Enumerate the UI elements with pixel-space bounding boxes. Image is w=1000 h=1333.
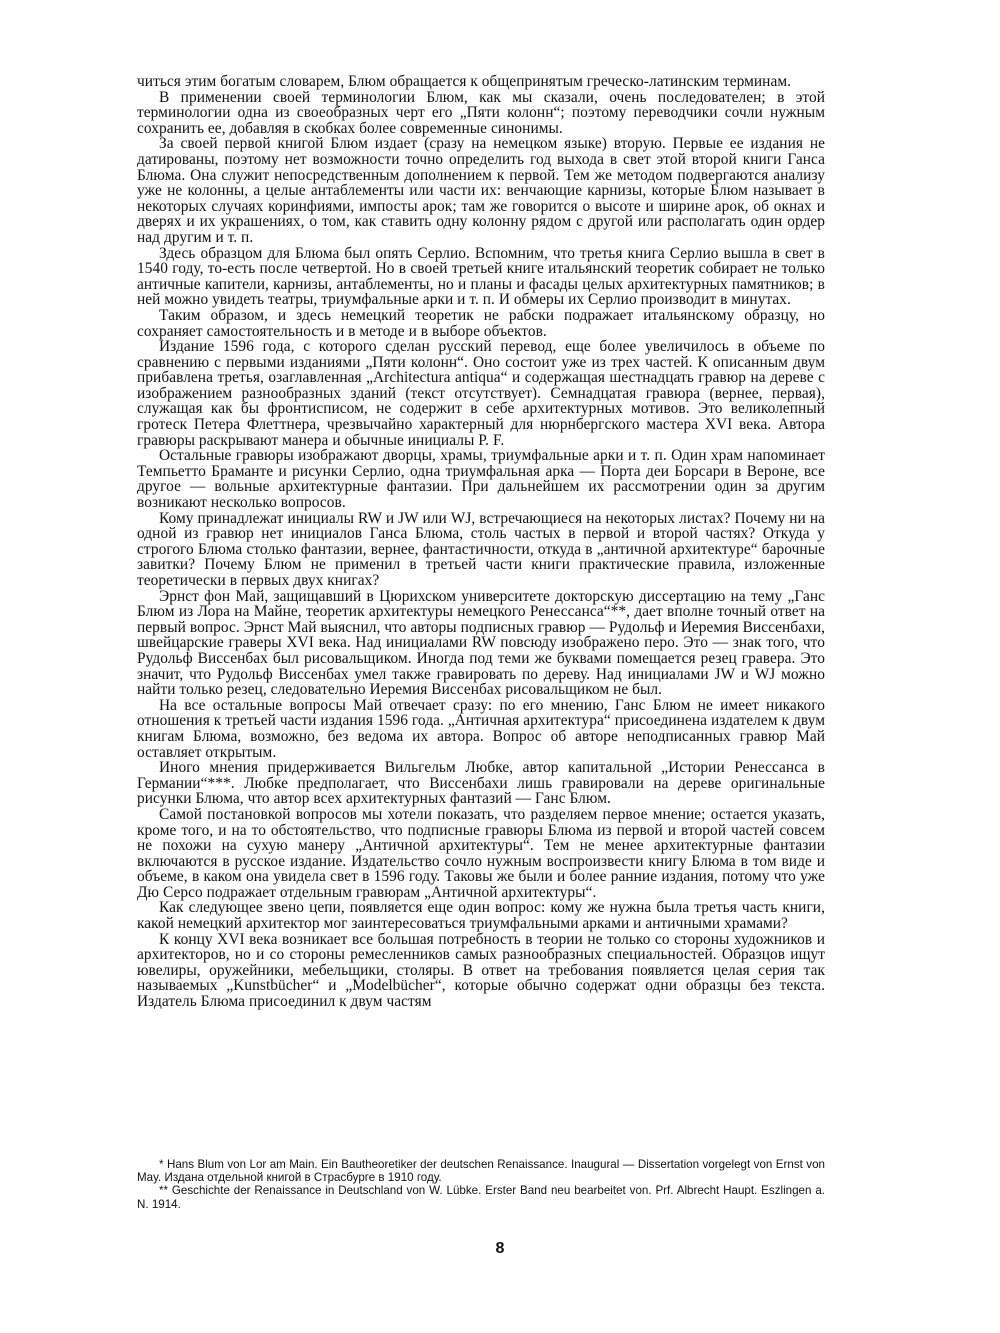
- paragraph-1: читься этим богатым словарем, Блюм обращается к общепринятым греческо-латинским терминам.: [137, 73, 792, 90]
- footnotes: [137, 1158, 825, 1211]
- page-number: 8: [495, 1240, 505, 1257]
- footnote-2: ** Geschichte der Renaissance in Deutschland von W. Lübke. Erster Band neu bearbeitet von. Prf. Albrecht Haupt. Eszlingen a. N. 1914.: [137, 1184, 825, 1211]
- paragraph-10: На все остальные вопросы Май отвечает сразу: по его мнению, Ганс Блюм не имеет никакого отношения к третьей части издания 1596 года. „Античная архитектура“ присоединена издателем к двум книгам Блюма, возможно, без ведома их автора. Вопрос об авторе неподписанных гравюр Май оставляет открытым.: [137, 696, 825, 761]
- paragraph-2: В применении своей терминологии Блюм, как мы сказали, очень последователен; в этой терминологии одна из своеобразных черт его „Пяти колонн“; поэтому переводчики сочли нужным сохранить ее, добавляя в скобках более современные синонимы.: [137, 88, 825, 137]
- main-text: [137, 74, 825, 1010]
- paragraph-12: Самой постановкой вопросов мы хотели показать, что разделяем первое мнение; остается указать, кроме того, и на то обстоятельство, что подписные гравюры Блюма из первой и второй частей совсем не похожи на сухую манеру „Античной архитектуры“. Тем не менее архитектурные фантазии включаются в русское издание. Издательство сочло нужным воспроизвести книгу Блюма в том виде и объеме, в каком она увидела свет в 1596 году. Таковы же были и более ранние издания, потому что уже Дю Серсо подражает отдельным гравюрам „Античной архитектуры“.: [137, 805, 825, 901]
- paragraph-9: Эрнст фон Май, защищавший в Цюрихском университете докторскую диссертацию на тему „Ганс Блюм из Лора на Майне, теоретик архитектуры немецкого Ренессанса“**, дает вполне точный ответ на первый вопрос. Эрнст Май выяснил, что авторы подписных гравюр — Рудольф и Иеремия Виссенбахи, швейцарские граверы XVI века. Над инициалами RW повсюду изображено перо. Это — знак того, что Рудольф Виссенбах был рисовальщиком. Иногда под теми же буквами помещается резец гравера. Это значит, что Рудольф Виссенбах умел также гравировать по дереву. Над инициалами JW и WJ можно найти только резец, следовательно Иеремия Виссенбах рисовальщиком не был.: [137, 587, 825, 699]
- paragraph-14: К концу XVI века возникает все большая потребность в теории не только со стороны художников и архитекторов, но и со стороны ремесленников самых разнообразных специальностей. Образцов ищут ювелиры, оружейники, мебельщики, столяры. В ответ на требования появляется целая серия так называемых „Kunstbücher“ и „Modelbücher“, которые обычно содержат одни образцы без текста. Издатель Блюма присоединил к двум частям: [137, 930, 825, 1011]
- paragraph-11: Иного мнения придерживается Вильгельм Любке, автор капитальной „Истории Ренессанса в Германии“***. Любке предполагает, что Виссенбахи лишь гравировали на дереве оригинальные рисунки Блюма, что автор всех архитектурных фантазий — Ганс Блюм.: [137, 759, 825, 808]
- paragraph-6: Издание 1596 года, с которого сделан русский перевод, еще более увеличилось в объеме по сравнению с первыми изданиями „Пяти колонн“. Оно состоит уже из трех частей. К описанным двум прибавлена третья, озаглавленная „Architectura antiqua“ и содержащая шестнадцать гравюр на дереве с изображением разнообразных зданий (текст отсутствует). Семнадцатая гравюра (вернее, первая), служащая как бы фронтисписом, не содержит в себе архитектурных мотивов. Это великолепный гротеск Петера Флеттнера, чрезвычайно характерный для нюрнбергского мастера XVI века. Автора гравюры раскрывают манера и обычные инициалы P. F.: [137, 338, 825, 449]
- paragraph-8: Кому принадлежат инициалы RW и JW или WJ, встречающиеся на некоторых листах? Почему ни на одной из гравюр нет инициалов Ганса Блюма, столь частых в первой и второй частях? Откуда у строгого Блюма столько фантазии, вернее, фантастичности, откуда в „античной архитектуре“ барочные завитки? Почему Блюм не применил в третьей части книги практические правила, изложенные теоретически в первых двух книгах?: [137, 509, 825, 589]
- paragraph-7: Остальные гравюры изображают дворцы, храмы, триумфальные арки и т. п. Один храм напоминает Темпьетто Браманте и рисунки Серлио, одна триумфальная арка — Порта деи Борсари в Вероне, все другое — вольные архитектурные фантазии. При дальнейшем их рассмотрении один за другим возникают несколько вопросов.: [137, 447, 825, 512]
- footnote-1: * Hans Blum von Lor am Main. Ein Bautheoretiker der deutschen Renaissance. Inaugural — Dissertation vorgelegt von Ernst von May. Издана отдельной книгой в Страсбурге в 1910 году.: [137, 1158, 825, 1185]
- paragraph-3: За своей первой книгой Блюм издает (сразу на немецком языке) вторую. Первые ее издания не датированы, поэтому нет возможности точно определить год выхода в свет этой второй книги Ганса Блюма. Она служит непосредственным дополнением к первой. Тем же методом подвергаются анализу уже не колонны, а целые антаблементы или части их: венчающие карнизы, которые Блюм называет в некоторых случаях коринфиями, импосты арок; там же говорится о высоте и ширине арок, об окнах и дверях и их украшениях, о том, как ставить одну колонну рядом с другой или располагать один ордер над другим и т. п.: [137, 135, 825, 246]
- paragraph-13: Как следующее звено цепи, появляется еще один вопрос: кому же нужна была третья часть книги, какой немецкий архитектор мог заинтересоваться триумфальными арками и античными храмами?: [137, 899, 825, 933]
- paragraph-5: Таким образом, и здесь немецкий теоретик не рабски подражает итальянскому образцу, но сохраняет самостоятельность и в методе и в выборе объектов.: [137, 306, 825, 340]
- paragraph-4: Здесь образцом для Блюма был опять Серлио. Вспомним, что третья книга Серлио вышла в свет в 1540 году, то-есть после четвертой. Но в своей третьей книге итальянский теоретик собирает не только античные капители, карнизы, антаблементы, но и планы и фасады целых архитектурных памятников; в ней можно увидеть театры, триумфальные арки и т. п. И обмеры их Серлио производит в минутах.: [137, 244, 825, 309]
